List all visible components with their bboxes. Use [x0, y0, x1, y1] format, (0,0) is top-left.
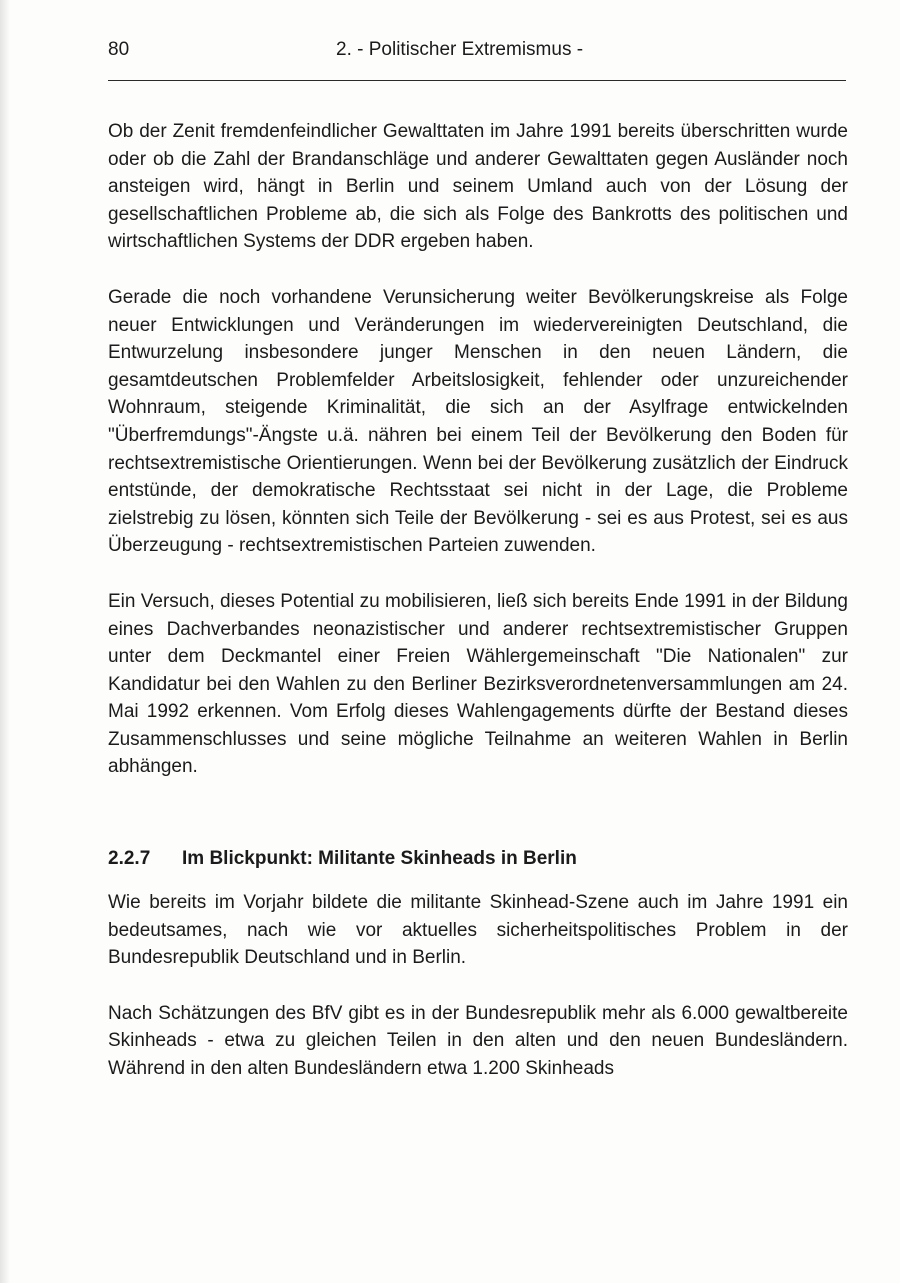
header-divider [108, 80, 846, 81]
paragraph-1: Ob der Zenit fremdenfeindlicher Gewalttaten im Jahre 1991 bereits überschritten wurde oder ob die Zahl der Brandanschläge und anderer Gewalttaten gegen Ausländer noch ansteigen wird, hängt in Berlin und seinem Umland auch von der Lösung der gesellschaftlichen Probleme ab, die sich als Folge des Bankrotts des politischen und wirtschaftlichen Systems der DDR ergeben haben. [108, 121, 848, 253]
paragraph-2: Gerade die noch vorhandene Verunsicherung weiter Bevölkerungskreise als Folge neuer Entwicklungen und Veränderungen im wiedervereinigten Deutschland, die Entwurzelung insbesondere junger Menschen in den neuen Ländern, die gesamtdeutschen Problemfelder Arbeitslosigkeit, fehlender oder unzureichender Wohnraum, steigende Kriminalität, die sich an der Asylfrage entwickelnden "Überfremdungs"-Ängste u.ä. nähren bei einem Teil der Bevölkerung den Boden für rechtsextremistische Orientierungen. Wenn bei der Bevölkerung zusätzlich der Eindruck entstünde, der demokratische Rechtsstaat sei nicht in der Lage, die Probleme zielstrebig zu lösen, könnten sich Teile der Bevölkerung - sei es aus Protest, sei es aus Überzeugung - rechtsextremistischen Parteien zuwenden. [108, 286, 848, 557]
section-number: 2.2.7 [108, 848, 151, 870]
page-number: 80 [108, 39, 130, 60]
section-paragraph-1: Wie bereits im Vorjahr bildete die militante Skinhead-Szene auch im Jahre 1991 ein bedeutsames, nach wie vor aktuelles sicherheitspolitisches Problem in der Bundesrepublik Deutschland und in Berlin. [108, 892, 848, 969]
running-title: 2. - Politischer Extremismus - [336, 39, 584, 60]
scan-edge-shadow [0, 0, 10, 1283]
paragraph-3: Ein Versuch, dieses Potential zu mobilisieren, ließ sich bereits Ende 1991 in der Bildung eines Dachverbandes neonazistischer und anderer rechtsextremistischer Gruppen unter dem Deckmantel einer Freien Wählergemeinschaft "Die Nationalen" zur Kandidatur bei den Wahlen zu den Berliner Bezirksverordnetenversammlungen am 24. Mai 1992 erkennen. Vom Erfolg dieses Wahlengagements dürfte der Bestand dieses Zusammenschlusses und seine mögliche Teilnahme an weiteren Wahlen in Berlin abhängen. [108, 590, 848, 778]
page-header [108, 36, 848, 66]
section-paragraph-2: Nach Schätzungen des BfV gibt es in der Bundesrepublik mehr als 6.000 gewaltbereite Skinheads - etwa zu gleichen Teilen in den alten und den neuen Bundesländern. Während in den alten Bundesländern etwa 1.200 Skinheads [108, 1002, 848, 1080]
section-title: Im Blickpunkt: Militante Skinheads in Berlin [182, 848, 577, 870]
page-body [108, 118, 848, 1083]
section-heading [108, 845, 848, 873]
